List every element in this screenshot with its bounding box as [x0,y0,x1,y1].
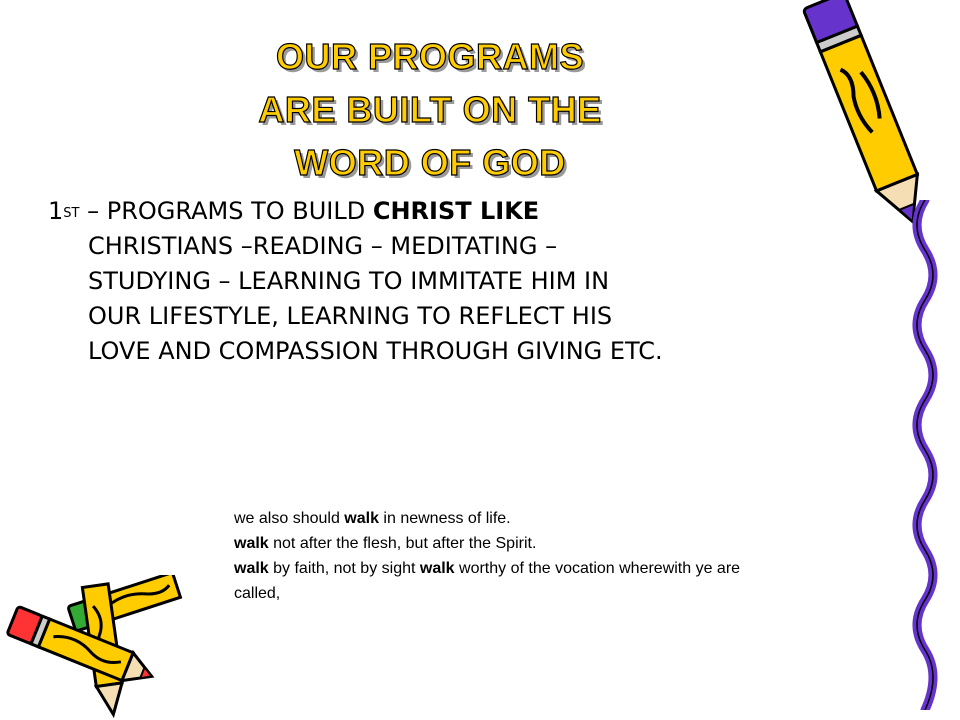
title-line-1: OUR PROGRAMS [275,36,584,77]
ordinal-number: 1 [48,197,64,225]
pencil-top-right-icon [800,0,950,230]
body-line-5: LOVE AND COMPASSION THROUGH GIVING ETC. [88,337,663,365]
body-line-2: CHRISTIANS –READING – MEDITATING – [88,232,558,260]
verse-line-1 [234,506,884,531]
verse-3-mid: by faith, not by sight [268,560,420,577]
verse-1-post: in newness of life. [378,510,511,527]
pencils-bottom-left-icon [0,575,200,720]
body-line-1 [48,194,878,229]
verse-3-keyword-1: walk [234,560,269,577]
body-line-4: OUR LIFESTYLE, LEARNING TO REFLECT HIS [88,302,613,330]
body-line-1-emphasis: CHRIST LIKE [372,197,540,225]
slide-title [180,30,680,189]
body-paragraph [48,194,878,369]
verse-3-keyword-2: walk [419,560,455,577]
verse-line-2 [234,531,884,556]
verse-1-keyword: walk [344,510,379,527]
verse-3-post: worthy of the vocation wherewith ye are [454,560,741,577]
title-line-3: WORD OF GOD [294,142,566,183]
scripture-verses [234,506,884,606]
body-line-3: STUDYING – LEARNING TO IMMITATE HIM IN [88,267,610,295]
verse-2-post: not after the flesh, but after the Spirit. [268,535,537,552]
ordinal-suffix: ST [63,206,80,221]
verse-line-3 [234,556,884,581]
verse-1-pre: we also should [234,510,345,527]
verse-2-keyword: walk [234,535,269,552]
verse-line-4: called, [234,585,281,602]
squiggle-line-icon [905,200,945,710]
body-line-1-text: – PROGRAMS TO BUILD [87,197,373,225]
title-line-2: ARE BUILT ON THE [258,89,602,130]
